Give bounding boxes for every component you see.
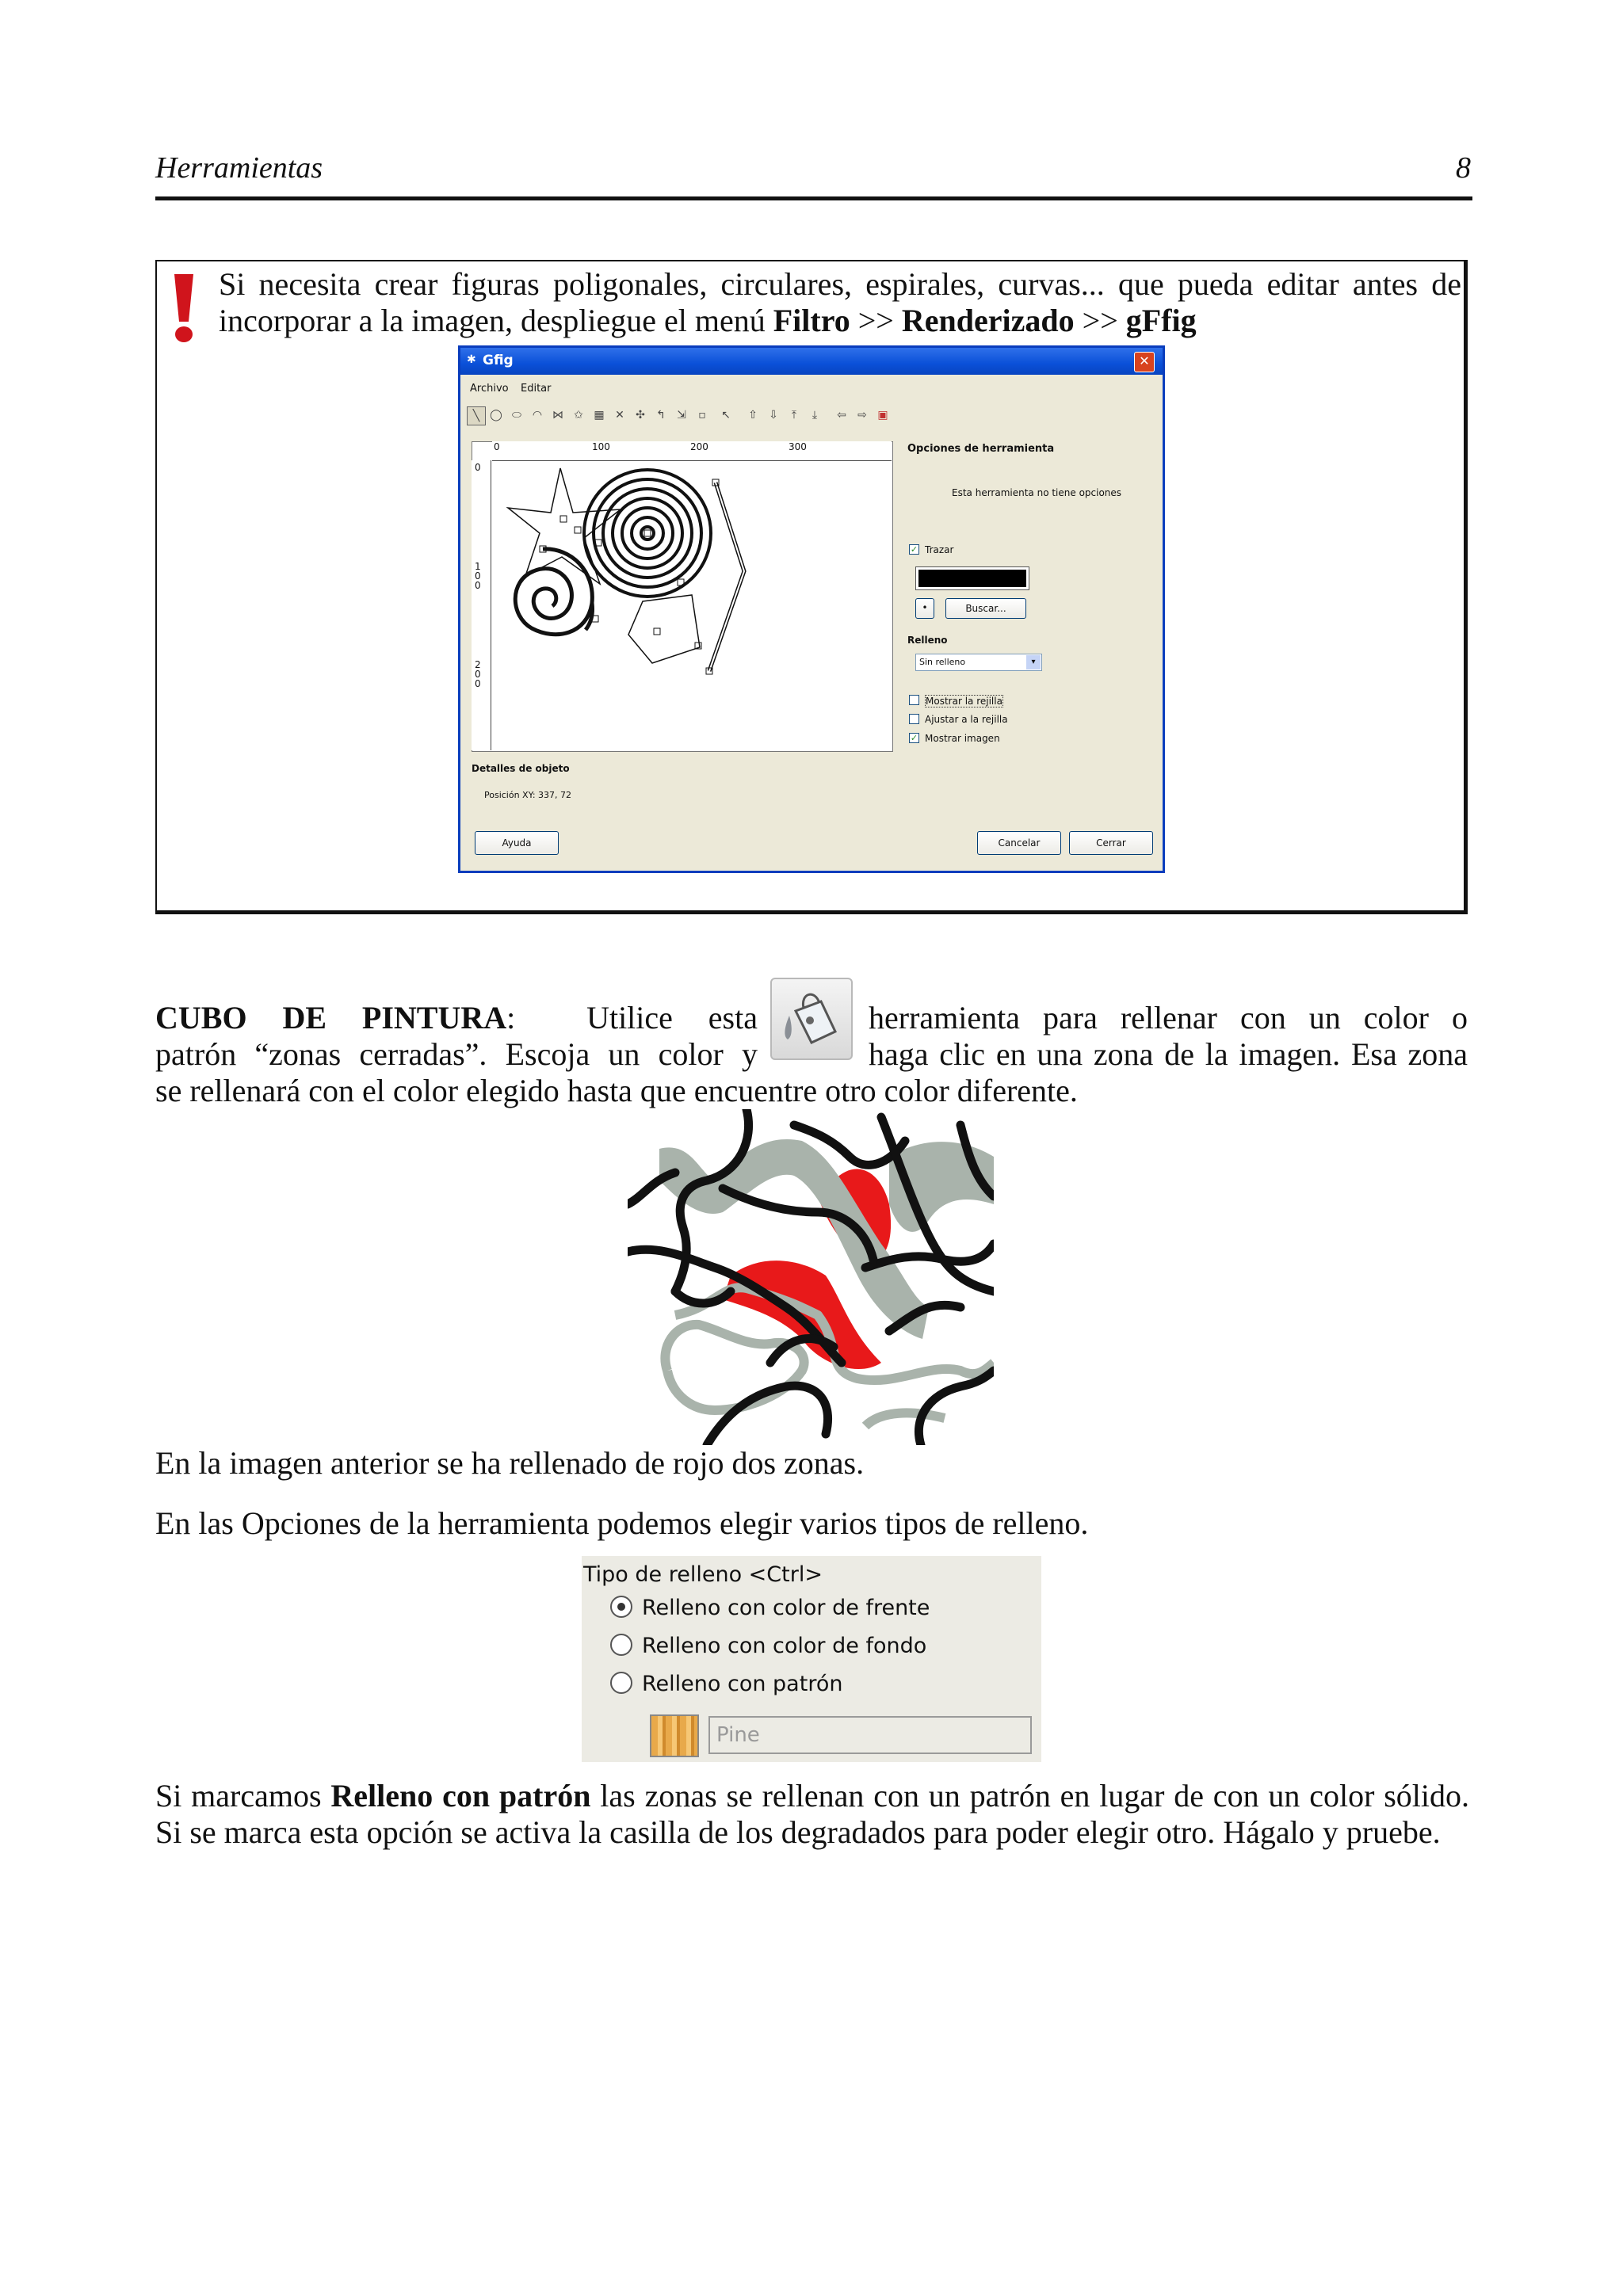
radio-bg-color[interactable] [610,1634,632,1656]
circle-tool-icon[interactable]: ◯ [490,409,502,421]
prev-icon[interactable]: ⇦ [837,409,846,421]
gfig-drawing [492,460,890,749]
snap-grid-label: Ajustar a la rejilla [925,714,1008,725]
show-image-checkbox[interactable]: ✓ [910,733,918,743]
cubo-line1-right: herramienta para rellenar con un color o [869,1000,1468,1035]
ruler-vertical [472,460,491,750]
term-relleno-con-patron: Relleno con patrón [330,1778,591,1814]
line-tool-icon[interactable]: ╲ [467,406,486,425]
polyline-shape [709,482,744,671]
gfig-title-bar [460,348,1163,375]
bezier-tool-icon[interactable]: ✕ [615,409,624,421]
ruler-horizontal [492,441,892,461]
note-text-plain: Si necesita crear figuras poligonales, circulares, espirales, curvas... que pueda editar antes de incorporar a la imagen, despliegue el menú [219,266,1461,338]
arc-tool-icon[interactable]: ◠ [532,409,543,421]
menu-archivo[interactable]: Archivo [470,383,509,395]
gimp-icon: ✱ [467,353,476,366]
paint-bucket-icon [772,979,851,1058]
paragraph-anterior: En la imagen anterior se ha rellenado de rojo dos zonas. [155,1445,865,1481]
page-number: 8 [1456,151,1471,185]
cubo-line1-left: CUBO DE PINTURA: Utilice esta [155,1000,758,1035]
ruler-tick-label: 1 0 0 [475,561,481,591]
next-icon[interactable]: ⇨ [857,409,867,421]
option-bg-color-label[interactable]: Relleno con color de fondo [642,1634,927,1658]
fill-type-panel [582,1556,1041,1762]
show-image-label: Mostrar imagen [925,733,1000,744]
fill-type-title: Tipo de relleno <Ctrl> [583,1562,823,1587]
gfig-toolbar [465,403,1020,427]
cubo-line1-left-text: Utilice esta [586,1000,758,1035]
exclamation-icon [170,273,198,344]
fill-select[interactable] [915,654,1042,671]
pattern-swatch[interactable] [650,1714,699,1757]
move-point-icon[interactable]: ↰ [656,409,666,421]
ellipse-tool-icon[interactable]: ⬭ [512,409,521,421]
ruler-tick-label: 100 [592,441,610,452]
browse-button[interactable]: Buscar... [945,598,1026,619]
move-object-icon[interactable]: ✣ [636,409,645,421]
menu-path-renderizado: Renderizado [901,303,1075,338]
pattern-name-field[interactable]: Pine [708,1716,1032,1754]
raise-icon[interactable]: ⇧ [748,409,758,421]
ruler-tick-label: 300 [789,441,807,452]
stroke-label: Trazar [925,544,954,555]
fill-select-value: Sin relleno [919,657,966,667]
menu-path-filtro: Filtro [773,303,850,338]
show-grid-label: Mostrar la rejilla [926,696,1002,707]
close-icon[interactable]: ✕ [1134,352,1155,372]
ruler-tick-label: 0 [475,462,481,473]
select-object-icon[interactable]: ↖ [721,409,731,421]
delete-object-icon[interactable]: ▫ [698,409,706,421]
term-cubo-de-pintura: CUBO DE PINTURA [155,1000,507,1035]
menu-path-sep: >> [850,303,902,338]
menu-path-sep: >> [1074,303,1126,338]
tool-options-heading: Opciones de herramienta [907,443,1055,455]
pentagon-shape [628,595,700,663]
patron-post: las zonas se rellenan con un patrón en lugar de con un color sólido. Si se marca esta opción se activa la casilla de los degradados para poder elegir otro. Hágalo y pruebe. [155,1778,1470,1850]
chevron-down-icon[interactable]: ▾ [1026,655,1041,669]
cubo-line2-left: patrón “zonas cerradas”. Escoja un color y [155,1036,758,1072]
ruler-tick-label: 0 [494,441,500,452]
ruler-tick-label: 2 0 0 [475,659,481,689]
paragraph-patron [155,1778,1469,1851]
header-rule [155,196,1472,200]
option-fg-color-label[interactable]: Relleno con color de frente [642,1596,930,1620]
position-readout: Posición XY: 337, 72 [484,790,572,800]
note-text [219,266,1461,339]
ruler-tick-label: 200 [690,441,708,452]
fill-heading: Relleno [907,635,948,646]
brush-button[interactable]: • [915,598,934,619]
stroke-color-button[interactable] [915,566,1029,590]
lower-icon[interactable]: ⇩ [769,409,778,421]
cubo-line2-right: haga clic en una zona de la imagen. Esa zona [869,1036,1468,1072]
spiral-tool-icon[interactable]: ▦ [594,409,605,421]
gfig-window-title: Gfig [483,353,514,368]
spiral-large [584,470,711,597]
lower-bottom-icon[interactable]: ⤓ [812,409,818,421]
paragraph-opciones: En las Opciones de la herramienta podemos elegir varios tipos de relleno. [155,1505,1089,1541]
option-pattern-label[interactable]: Relleno con patrón [642,1672,843,1696]
star-tool-icon[interactable]: ✩ [574,409,583,421]
cubo-line3: se rellenará con el color elegido hasta que encuentre otro color diferente. [155,1073,1078,1108]
gfig-dialog [458,345,1165,873]
radio-fg-color[interactable] [610,1596,632,1618]
raise-top-icon[interactable]: ⤒ [791,409,797,421]
running-header-title: Herramientas [155,151,323,185]
object-details-heading: Detalles de objeto [472,763,570,774]
snap-grid-checkbox[interactable] [909,714,919,724]
menu-path-gffig: gFfig [1125,303,1197,338]
bucket-fill-icon [770,978,853,1060]
show-all-icon[interactable]: ▣ [877,409,888,421]
radio-selected-dot [617,1603,625,1611]
help-button[interactable]: Ayuda [475,831,559,855]
copy-object-icon[interactable]: ⇲ [677,409,686,421]
radio-pattern[interactable] [610,1672,632,1694]
stroke-checkbox[interactable]: ✓ [910,544,918,555]
cancel-button[interactable]: Cancelar [977,831,1061,855]
bucket-fill-example-image [628,1109,994,1445]
close-button[interactable]: Cerrar [1069,831,1153,855]
show-grid-checkbox[interactable] [909,695,919,705]
tool-options-empty-text: Esta herramienta no tiene opciones [952,487,1122,498]
menu-editar[interactable]: Editar [521,383,552,395]
polygon-tool-icon[interactable]: ⋈ [552,409,563,421]
patron-pre: Si marcamos [155,1778,331,1814]
